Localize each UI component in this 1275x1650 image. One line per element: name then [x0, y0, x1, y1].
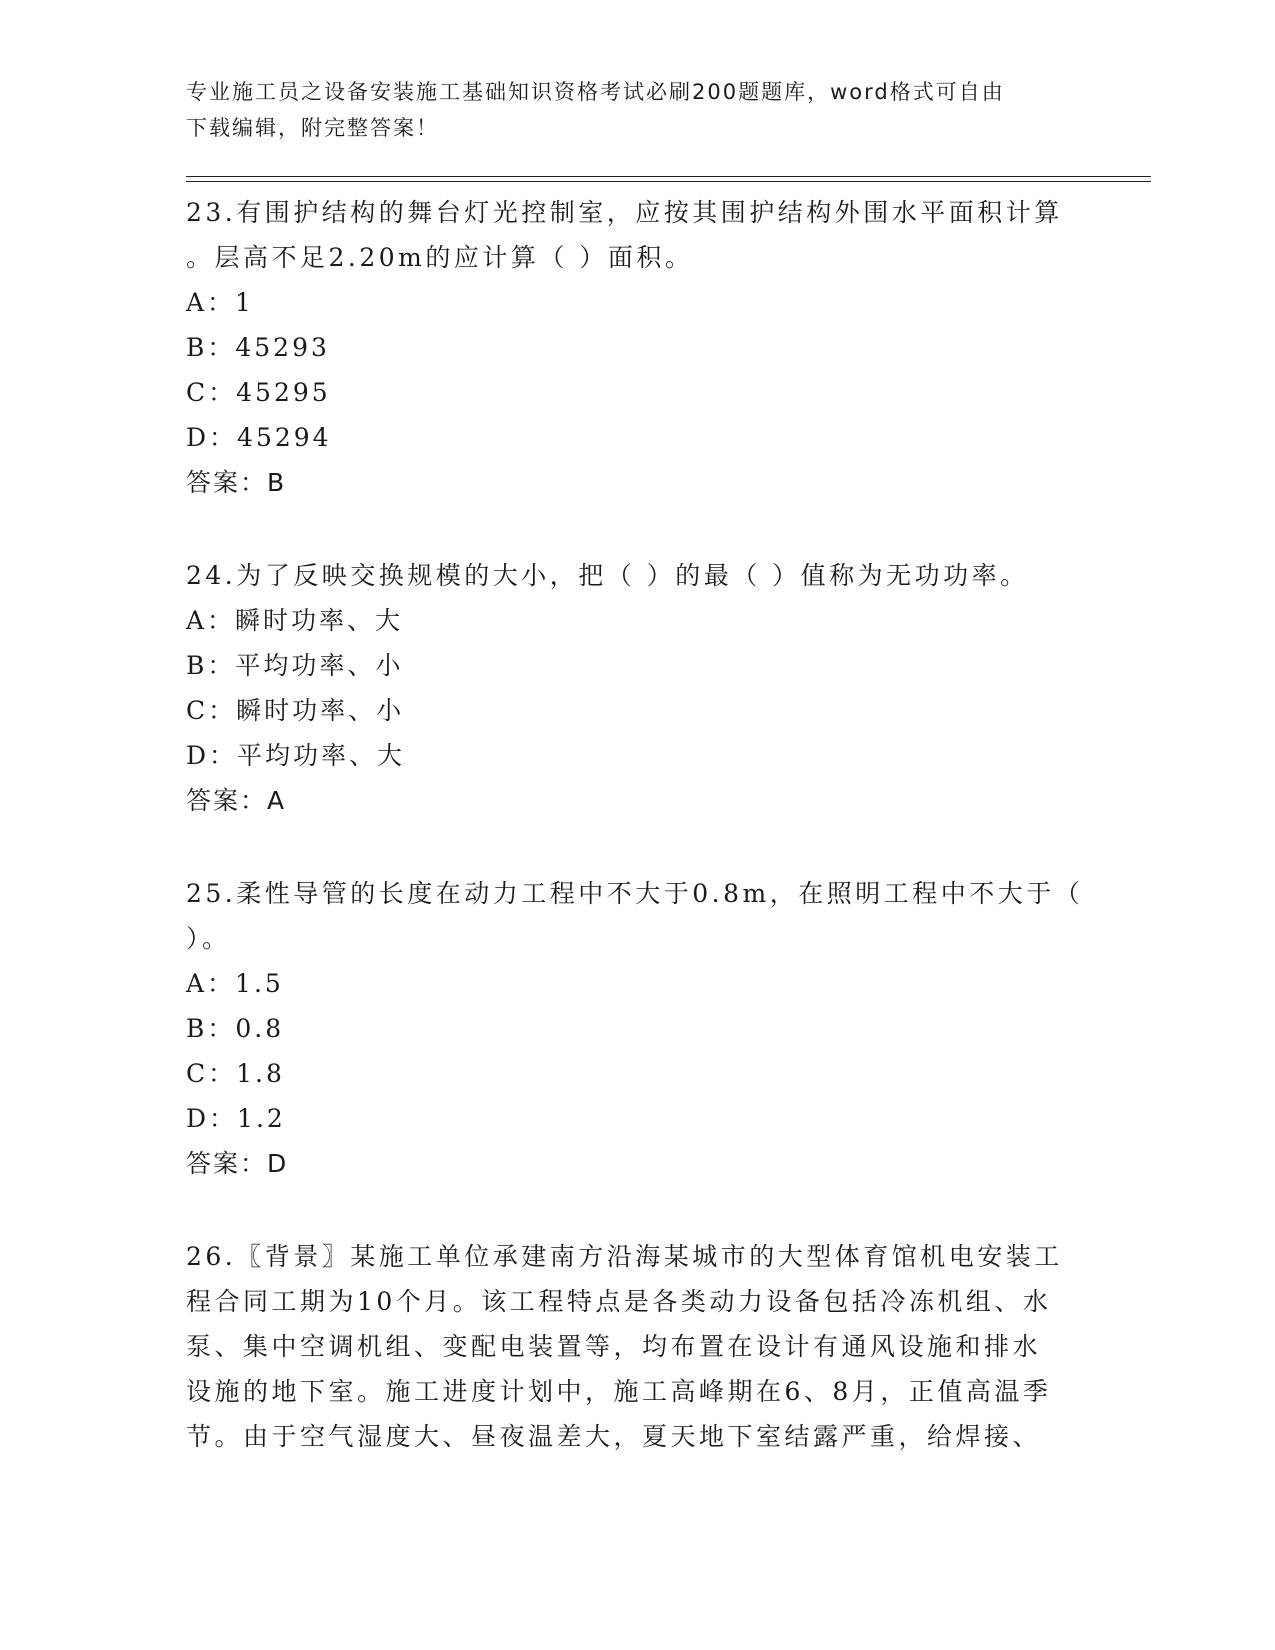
- question-stem-line: 24.为了反映交换规模的大小，把（ ）的最（ ）值称为无功功率。: [186, 561, 1029, 590]
- option-c: C：45295: [186, 378, 331, 407]
- option-d: D：平均功率、大: [186, 741, 406, 770]
- question-26: [186, 1234, 1086, 1459]
- header-line-1: 专业施工员之设备安装施工基础知识资格考试必刷200题题库，word格式可自由: [186, 80, 1005, 104]
- option-a: A：1: [186, 288, 254, 317]
- option-d: D：1.2: [186, 1104, 286, 1133]
- option-b: B：0.8: [186, 1014, 285, 1043]
- question-stem-line: 。层高不足2.20m的应计算（ ）面积。: [186, 243, 694, 272]
- question-stem-line: 26.〖背景〗某施工单位承建南方沿海某城市的大型体育馆机电安装工: [186, 1242, 1063, 1271]
- option-b: B：45293: [186, 333, 330, 362]
- question-stem-line: ）。: [186, 924, 231, 953]
- option-c: C：1.8: [186, 1059, 285, 1088]
- document-header: [186, 74, 1086, 146]
- option-a: A：1.5: [186, 969, 284, 998]
- option-d: D：45294: [186, 423, 332, 452]
- question-stem-line: 23.有围护结构的舞台灯光控制室，应按其围护结构外围水平面积计算: [186, 198, 1063, 227]
- option-b: B：平均功率、小: [186, 651, 404, 680]
- question-stem-line: 程合同工期为10个月。该工程特点是各类动力设备包括冷冻机组、水: [186, 1287, 1052, 1316]
- question-stem-line: 设施的地下室。施工进度计划中，施工高峰期在6、8月，正值高温季: [186, 1377, 1052, 1406]
- question-stem-line: 节。由于空气湿度大、昼夜温差大，夏天地下室结露严重，给焊接、: [186, 1422, 1042, 1451]
- header-divider-top: [186, 176, 1151, 177]
- option-c: C：瞬时功率、小: [186, 696, 405, 725]
- question-stem-line: 25.柔性导管的长度在动力工程中不大于0.8m，在照明工程中不大于（: [186, 879, 1084, 908]
- header-line-2: 下载编辑，附完整答案！: [186, 116, 439, 140]
- question-23: [186, 190, 1086, 505]
- question-stem-line: 泵、集中空调机组、变配电装置等，均布置在设计有通风设施和排水: [186, 1332, 1042, 1361]
- header-divider-bottom: [186, 181, 1151, 182]
- answer: 答案：D: [186, 1149, 289, 1178]
- option-a: A：瞬时功率、大: [186, 606, 404, 635]
- question-25: [186, 871, 1086, 1186]
- answer: 答案：A: [186, 786, 287, 815]
- question-list: [186, 190, 1086, 1459]
- answer: 答案：B: [186, 468, 287, 497]
- question-24: [186, 553, 1086, 823]
